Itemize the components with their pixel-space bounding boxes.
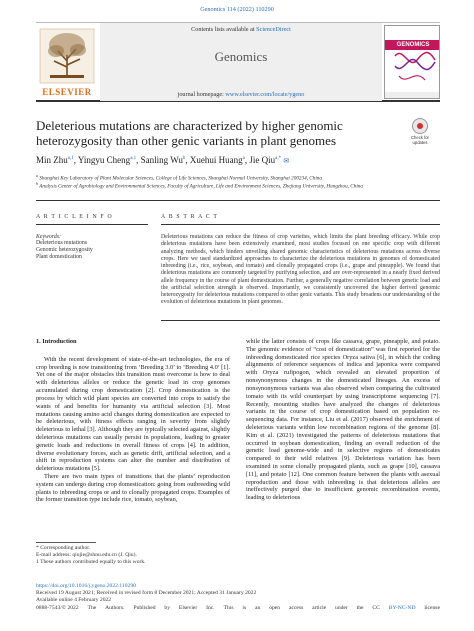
license-word: under <box>335 604 348 611</box>
license-word: Published <box>133 604 156 611</box>
abstract-text: Deleterious mutations can reduce the fitness of crop varieties, which limits the plant breeding efficacy. While crop deleterious mutations have been extensively examined, most studies focused on one specific crop with different analyzing methods, which hinders unveiling shared genomic characteristics of deleterious mutations across diverse crops. Here we used standardized approaches to characterize the deleterious mutations in genomes of domesticated inbreeding (i.e., rice, soybean, and tomato) and clonally propagated crops (i.e., grape and pineapple). We found that deleterious mutations are commonly targeted by purifying selection, and are over-represented in a nearly fixed derived allele frequency in the course of plant domestication. Further, a generally negative correlation between genetic load and the artificial selection strength is observed. Importantly, we consistently uncovered the higher derived genomic heterozygosity for deleterious mutations compared to other genic variants. This study broadens our understanding of the evolution of deleterious mutations in plant genomes. <box>161 234 440 306</box>
license-word: open <box>269 604 281 611</box>
license-word: is <box>242 604 247 611</box>
keyword: Deleterious mutations <box>36 240 88 246</box>
article-info-heading: A R T I C L E I N F O <box>36 214 113 220</box>
footnote-email[interactable]: E-mail address: qiujie@shnu.edu.cn (J. Qiu). <box>36 552 137 558</box>
journal-header <box>36 22 440 102</box>
available-online: Available online 4 February 2022 <box>36 597 112 604</box>
contents-line <box>100 26 382 33</box>
cover-title-bar <box>385 40 440 50</box>
journal-citation[interactable]: Genomics 114 (2022) 110290 <box>200 6 274 13</box>
affiliation-text: Shanghai Key Laboratory of Plant Molecular Sciences, College of Life Sciences, Shanghai Normal University, Shanghai 200234, China <box>39 175 322 182</box>
license-link[interactable]: BY-NC-ND <box>388 604 416 611</box>
journal-title[interactable]: Genomics <box>214 49 268 64</box>
author-affil-marker[interactable]: a <box>242 156 245 161</box>
article-info-rule <box>36 224 148 225</box>
author-affil-marker[interactable]: b <box>182 156 186 161</box>
affiliation-b <box>36 180 436 191</box>
cover-title: GENOMICS <box>396 42 430 48</box>
license-word: Authors. <box>105 604 125 611</box>
body-paragraph: With the recent development of state-of-the-art technologies, the era of crop breeding is now transitioning from ‘Breeding 3.0’ to ‘Breeding 4.0’ [1]. Yet one of the major obstacles this transition must overcome is how to deal with deleterious alleles or reduce the genetic load in crop genomes accumulated during crop domestication [2]. Crop domestication is the process by which wild plant species are converted into crops to satisfy the wants of and benefits for humanity via artificial selection [3]. Most mutations causing amino acid changes during domestication are expected to be deleterious, with fitness effects ranging in severity from slightly deleterious to lethal [3]. Although they are typically selected against, slightly deleterious mutations can usually persist in populations, leading to greater genetic loads and reductions in overall fitness of crops [4]. In addition, diverse evolutionary forces, such as genetic drift, artificial selection, and a shift in reproduction systems can alter the number and distribution of deleterious mutations [5]. <box>36 355 230 473</box>
check-updates-label: Check for updates <box>411 135 429 145</box>
license-word: Elsevier <box>178 604 198 611</box>
paper-title: Deleterious mutations are characterized by higher genomic heterozygosity than other genic variants in plant genomes <box>36 118 343 148</box>
keywords-box <box>36 228 148 262</box>
affiliation-marker: b <box>36 181 38 186</box>
license-word: 0888-7543/© 2022 <box>36 604 79 611</box>
homepage-link[interactable]: www.elsevier.com/locate/ygeno <box>225 91 305 98</box>
section-divider <box>36 200 440 201</box>
check-updates-icon <box>412 118 428 134</box>
dna-helix-icon <box>385 26 440 99</box>
author-name[interactable]: Yingyu Cheng <box>77 155 131 165</box>
abstract-rule-bottom <box>161 320 440 321</box>
license-word: by <box>164 604 171 611</box>
author-affil-marker[interactable]: a,1 <box>130 156 137 161</box>
elsevier-logo[interactable] <box>36 25 98 99</box>
body-column-right <box>246 338 440 502</box>
license-word: Inc. <box>206 604 215 611</box>
affiliation-marker: a <box>36 173 38 178</box>
license-line <box>36 605 440 612</box>
abstract-box <box>161 228 440 307</box>
license-word: The <box>87 604 97 611</box>
doi-link[interactable]: https://doi.org/10.1016/j.ygeno.2022.110290 <box>36 583 136 589</box>
footnote-rule <box>36 542 96 543</box>
homepage-prefix: journal homepage: <box>177 91 226 98</box>
journal-cover-thumbnail[interactable] <box>384 25 440 99</box>
body-paragraph: while the latter consists of crops like cassava, grape, pineapple, and potato. The genomic evidence of “cost of domestication” was first reported for the inbreeding domesticated rice species Oryza sativa [6], in which the coding alignments of reference sequences of indica and japonica were compared with Oryza rufipogon, which revealed an elevated proportion of nonsynonymous changes in the domesticated lineages. An excess of nonsynonymous variants was also observed when comparing the cultivated tomato with its wild counterpart by using transcriptome sequencing [7]. Recently, mounting studies have analyzed the changes of deleterious variants in the course of crop domestication based on population re-sequencing data. For instance, Liu et al. (2017) observed the enrichment of deleterious variants within low recombination regions of the genome [8]. Kim et al. (2021) investigated the patterns of deleterious mutations that occurred in soybean domestication, finding an overall reduction of the genetic load genome-wide and in selective regions of domesticates compared to their wild relatives [9]. Deleterious variation has been examined in some clonally propagated plants, such as grape [10], cassava [11], and potato [12]. One common feature between the plants with asexual reproduction and those with inbreeding is that deleterious alleles are ineffectively purged due to insufficient genomic recombination events, leading to deleterious <box>246 338 440 502</box>
email-icon[interactable]: ✉ <box>283 157 290 165</box>
affiliation-text: Analysis Center of Agrobiology and Environmental Sciences, Faculty of Agriculture, Life and Environment Sciences, Zhejiang University, Hangzhou, China <box>39 183 363 190</box>
author-affil-marker[interactable]: a,1 <box>67 156 74 161</box>
received-dates: Received 19 August 2021; Received in revised form 8 December 2021; Accepted 31 January 2022 <box>36 590 257 597</box>
author-name[interactable]: Xuehui Huang <box>189 155 243 165</box>
check-for-updates-badge[interactable] <box>404 118 436 148</box>
contents-prefix: Contents lists available at <box>191 26 257 33</box>
author-affil-marker[interactable]: a,* <box>275 156 282 161</box>
author-name[interactable]: Jie Qiu <box>249 155 276 165</box>
elsevier-wordmark: ELSEVIER <box>42 87 92 97</box>
journal-banner <box>100 23 382 101</box>
article-metadata <box>36 583 440 612</box>
license-word: article <box>312 604 327 611</box>
abstract-rule-top <box>161 224 440 225</box>
license-word: access <box>288 604 304 611</box>
keywords-label: Keywords: <box>36 234 61 240</box>
keyword: Genomic heterozygosity <box>36 247 93 254</box>
license-word: license <box>424 604 440 611</box>
author-name[interactable]: Min Zhu <box>36 155 68 165</box>
footnote-corresponding: * Corresponding author. <box>36 545 91 551</box>
license-word: CC <box>372 604 380 611</box>
author-list: Min Zhu$^{a,1}$, Yingyu Cheng$^{a,1}$, Sanling Wu$^b$, Xuehui Huang$^a$, Jie Qiu$^{a,*}$ ✉ <box>36 155 290 165</box>
abstract-heading: A B S T R A C T <box>161 214 219 220</box>
author-name[interactable]: Sanling Wu <box>140 155 183 165</box>
journal-homepage <box>100 91 382 98</box>
license-word: the <box>356 604 364 611</box>
elsevier-tree-icon <box>36 25 98 85</box>
body-paragraph: There are two main types of transitions that the plants’ reproduction system can undergo during crop domestication: going from outbreeding wild plants to inbreeding crops or and to clonally propagated crops. Examples of the former transition type include rice, tomato, soybean, <box>36 473 230 504</box>
footnote-equal-contribution: 1 These authors contributed equally to this work. <box>36 559 146 565</box>
license-word: an <box>255 604 261 611</box>
sciencedirect-link[interactable]: ScienceDirect <box>256 26 291 33</box>
footnotes <box>36 545 440 566</box>
introduction-heading: 1. Introduction <box>36 338 77 345</box>
keyword: Plant domestication <box>36 254 82 261</box>
license-word: This <box>223 604 234 611</box>
body-column-left <box>36 338 230 504</box>
